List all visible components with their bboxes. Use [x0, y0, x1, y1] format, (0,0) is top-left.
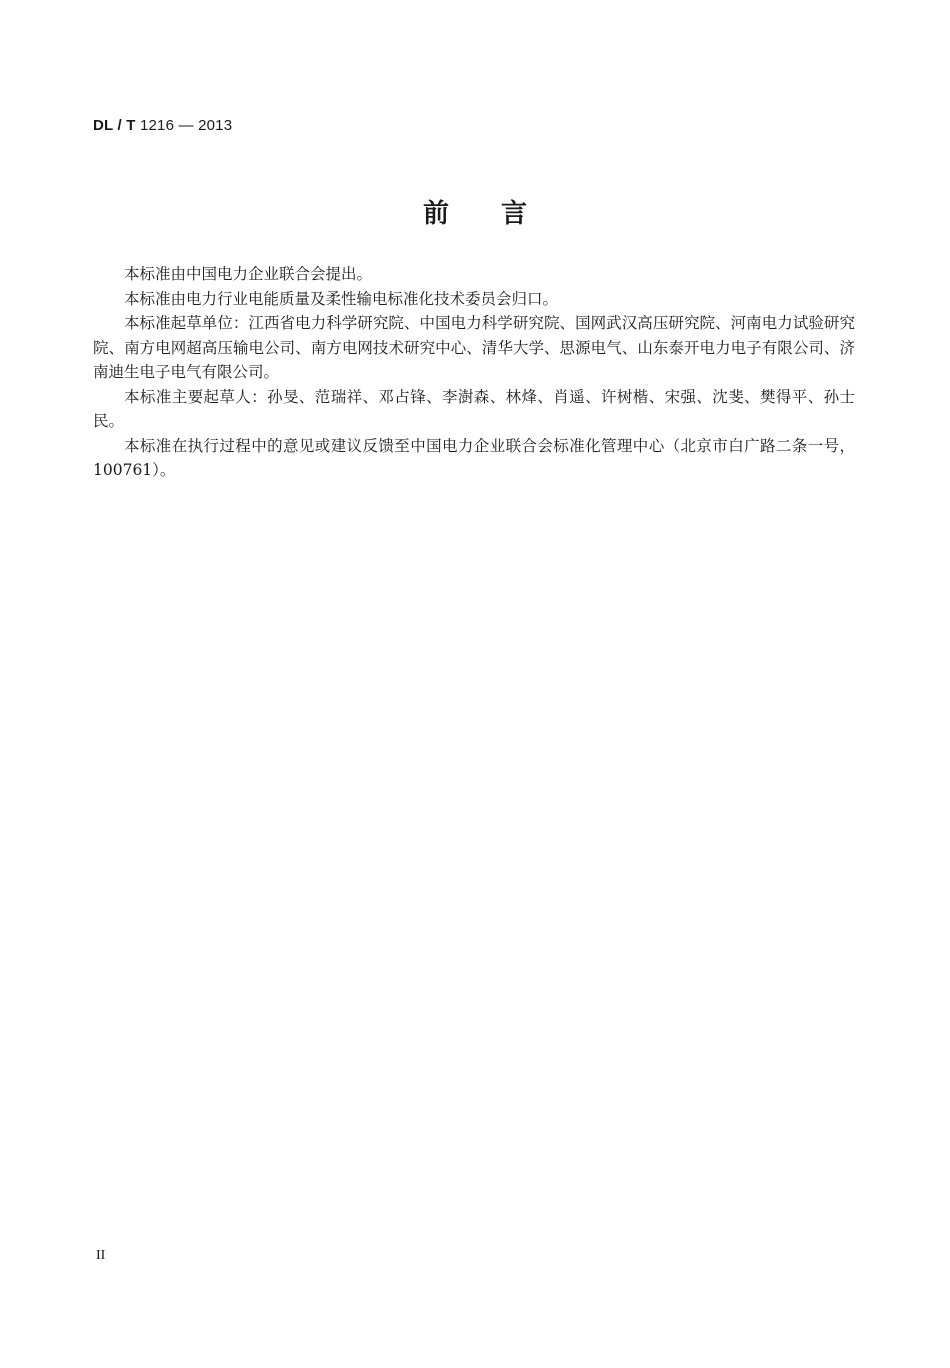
paragraph-drafting-units: 本标准起草单位：江西省电力科学研究院、中国电力科学研究院、国网武汉高压研究院、河南电力试验研究院、南方电网超高压输电公司、南方电网技术研究中心、清华大学、思源电气、山东泰开电力电子有限公司、济南迪生电子电气有限公司。 [93, 314, 855, 381]
standard-code [93, 117, 232, 134]
paragraph-feedback: 本标准在执行过程中的意见或建议反馈至中国电力企业联合会标准化管理中心（北京市白广路二条一号，100761）。 [93, 436, 855, 479]
page-title: 前言 [422, 199, 579, 229]
foreword-body [93, 262, 855, 483]
paragraph-proposer: 本标准由中国电力企业联合会提出。 [124, 265, 373, 283]
page-number: II [96, 1248, 106, 1263]
paragraph-drafters: 本标准主要起草人：孙旻、范瑞祥、邓占锋、李澍森、林烽、肖遥、许树楷、宋强、沈斐、樊得平、孙士民。 [93, 387, 855, 430]
paragraph-committee: 本标准由电力行业电能质量及柔性输电标准化技术委员会归口。 [124, 289, 559, 308]
standard-number: 1216 — 2013 [139, 117, 233, 134]
standard-prefix: DL / T [93, 117, 136, 134]
